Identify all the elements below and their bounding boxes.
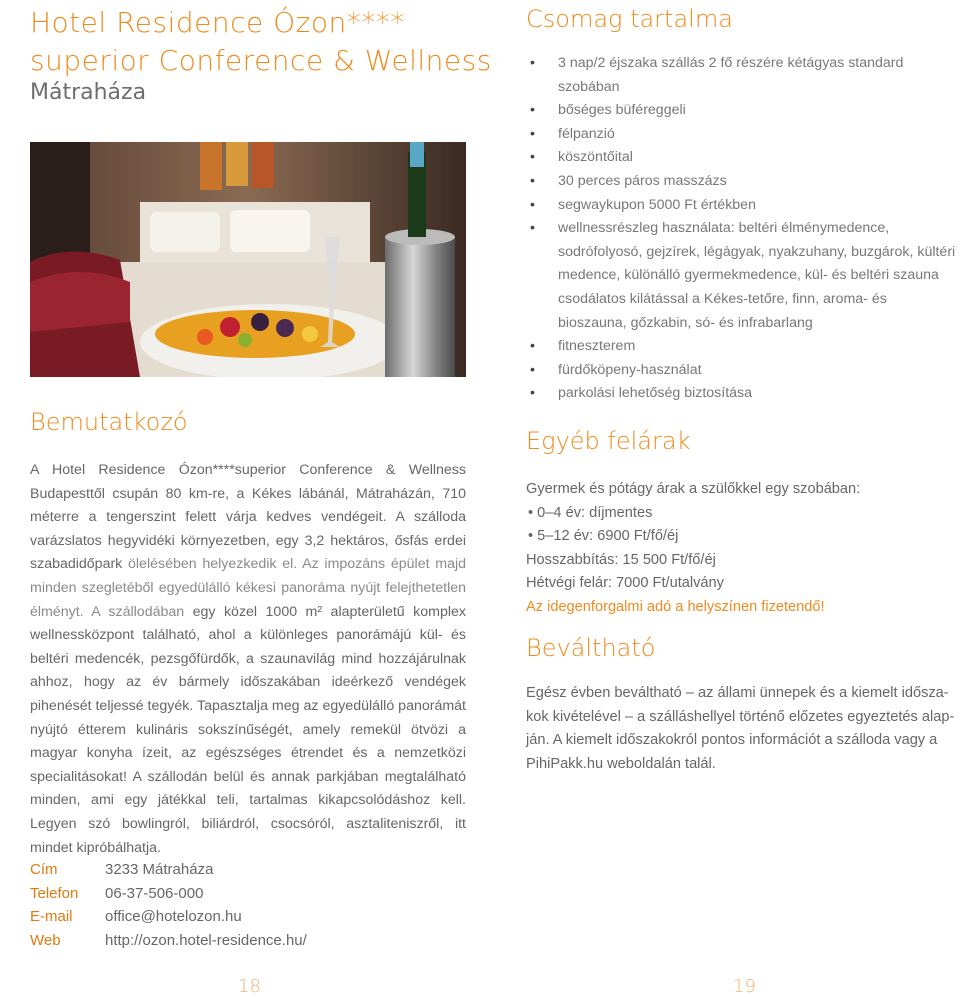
list-item-text: 30 perces páros masszázs bbox=[558, 172, 727, 189]
extra-block bbox=[526, 478, 956, 620]
extra-line: Hétvégi felár: 7000 Ft/utalvány bbox=[526, 575, 724, 592]
contact-value: http://ozon.hotel-residence.hu/ bbox=[105, 931, 307, 949]
intro-line: szaunavilág mind hozzájárulnak ahhoz, hogy az év bármely időszakában bbox=[30, 650, 466, 691]
valid-line: ján. A kiemelt időszakokról pontos információt a szálloda vagy a bbox=[526, 732, 938, 749]
intro-line: hegyvidéki környezetben, egy 3,2 hektáros, ősfás erdei szabadidőpark bbox=[30, 532, 466, 573]
extra-bullet-text: 5–12 év: 6900 Ft/fő/éj bbox=[537, 528, 679, 545]
intro-line: egy közel 1000 m² alapterületű komplex wellnessközpont található, ahol bbox=[30, 603, 466, 644]
list-item: • félpanzió bbox=[530, 125, 615, 142]
intro-line: Budapesttől csupán 80 km-re, a Kékes lábánál, Mátraházán, 710 bbox=[30, 485, 466, 502]
list-item: • wellnessrészleg használata: beltéri élménymedence, sodrófolyosó, gejzírek, légágyak, nyakzuhany, buzgárok, kültéri medence, különálló gyermekmedence, kül- és beltéri szauna csodálatos kilátással a Kékes-tetőre, finn, aroma- és bioszauna, gőzkabin, só- és infrabarlang bbox=[530, 220, 956, 331]
list-item: • segwaykupon 5000 Ft értékben bbox=[530, 196, 756, 213]
list-item-text: félpanzió bbox=[558, 125, 615, 142]
contact-row-email bbox=[30, 905, 307, 929]
intro-text bbox=[30, 459, 466, 860]
contact-value: 3233 Mátraháza bbox=[105, 861, 214, 878]
valid-heading: Beváltható bbox=[526, 634, 656, 662]
intro-paragraph bbox=[30, 459, 466, 860]
list-item-text: 3 nap/2 éjszaka szállás 2 fő részére kétágyas standard szobában bbox=[558, 55, 904, 95]
intro-line: ideérkező vendégek pihenését teljessé tegyék. Tapasztalja meg az bbox=[30, 674, 466, 714]
intro-line: egyedülálló panorámát nyújtó étterem kulináris sokszínűségét, amely bbox=[30, 697, 467, 738]
intro-line: remekül ötvözi a magyar konyha ízeit, az egészséges étrendet és a bbox=[30, 721, 466, 762]
hotel-title bbox=[30, 4, 492, 80]
list-item: • fürdőköpeny-használat bbox=[530, 361, 702, 378]
list-item-text: fitneszterem bbox=[558, 338, 636, 355]
list-item-text: bőséges büféreggeli bbox=[558, 102, 686, 119]
intro-line: a különleges panorámájú kül- és beltéri medencék, pezsgőfürdők, a bbox=[30, 627, 466, 667]
intro-line: ölelésében helyezkedik el. Az impozáns épület majd minden szegletéből bbox=[30, 556, 466, 596]
intro-line: megtalálható minden, ami egy játékkal teli, tartalmas kikapcsolódáshoz bbox=[30, 768, 466, 809]
extra-line: Hosszabbítás: 15 500 Ft/fő/éj bbox=[526, 551, 716, 568]
extra-heading: Egyéb felárak bbox=[526, 427, 691, 455]
list-item-text: wellnessrészleg használata: beltéri élménymedence, sodrófolyosó, gejzírek, légágyak, nyakzuhany, buzgárok, kültéri medence, különálló gyermekmedence, kül- és beltéri szauna csodálatos kilátással a Kékes-tetőre, finn, aroma- és bioszauna, gőzkabin, só- és infrabarlang bbox=[558, 220, 956, 331]
extra-note: Az idegenforgalmi adó a helyszínen fizetendő! bbox=[526, 598, 825, 615]
list-item: • bőséges büféreggeli bbox=[530, 102, 686, 119]
list-item: • 30 perces páros masszázs bbox=[530, 172, 727, 189]
contact-label: E-mail bbox=[30, 908, 73, 925]
hotel-title-line: Hotel Residence Ózon**** bbox=[30, 6, 405, 39]
extra-intro: Gyermek és pótágy árak a szülőkkel egy szobában: bbox=[526, 481, 861, 497]
list-item-text: segwaykupon 5000 Ft értékben bbox=[558, 196, 756, 213]
contact-row-phone bbox=[30, 882, 307, 906]
contact-row-address bbox=[30, 858, 307, 882]
list-item-text: fürdőköpeny-használat bbox=[558, 361, 702, 378]
hotel-room-illustration bbox=[30, 142, 466, 377]
intro-line: A Hotel Residence Ózon****superior Conference & Wellness bbox=[30, 462, 466, 478]
contact-row-web bbox=[30, 929, 307, 953]
intro-line: kell. Legyen szó bowlingról, biliárdról, csocsóról, asztaliteniszről, itt mindet bbox=[30, 792, 466, 856]
contact-label: Web bbox=[30, 931, 61, 949]
valid-line: PihiPakk.hu weboldalán talál. bbox=[526, 755, 716, 772]
page-number-left: 18 bbox=[238, 976, 261, 997]
intro-line: méterre a tengerszint felett várja kedves vendégeit. A szálloda varázslatos bbox=[30, 509, 466, 549]
contact-label: Telefon bbox=[30, 884, 79, 902]
contact-block bbox=[30, 858, 307, 952]
extra-bullet-text: 0–4 év: díjmentes bbox=[537, 504, 653, 521]
contact-label: Cím bbox=[30, 861, 58, 878]
intro-heading: Bemutatkozó bbox=[30, 408, 188, 436]
list-item: • köszöntőital bbox=[530, 149, 633, 166]
hotel-room-photo bbox=[30, 142, 466, 377]
intro-line: egyedülálló kékesi panoráma nyújt felejthetetlen élményt. A szállodában bbox=[30, 579, 467, 620]
hotel-location: Mátraháza bbox=[30, 80, 147, 105]
list-item-text: parkolási lehetőség biztosítása bbox=[558, 385, 753, 402]
hotel-title-line: superior Conference & Wellness bbox=[30, 44, 492, 77]
list-item: • 3 nap/2 éjszaka szállás 2 fő részére kétágyas standard szobában bbox=[530, 55, 904, 95]
intro-line: nemzetközi specialitásokat! A szállodán belül és annak parkjában bbox=[30, 745, 466, 785]
extra-bullet: • 5–12 év: 6900 Ft/fő/éj bbox=[528, 528, 679, 545]
contact-value: office@hotelozon.hu bbox=[105, 908, 242, 925]
extra-bullet: • 0–4 év: díjmentes bbox=[528, 504, 653, 521]
valid-line: kok kivételével – a szálláshellyel történő előzetes egyeztetés alap- bbox=[526, 708, 955, 725]
list-item-text: köszöntőital bbox=[558, 149, 633, 166]
contact-value: 06-37-506-000 bbox=[105, 884, 204, 902]
package-heading: Csomag tartalma bbox=[526, 5, 733, 33]
valid-line: Egész évben beváltható – az állami ünnepek és a kiemelt idősza- bbox=[526, 685, 949, 701]
package-list bbox=[526, 52, 956, 406]
list-item: • fitneszterem bbox=[530, 338, 636, 355]
intro-line: kipróbálhatja. bbox=[76, 839, 161, 856]
valid-text bbox=[526, 682, 960, 776]
list-item: • parkolási lehetőség biztosítása bbox=[530, 385, 753, 402]
page-number-right: 19 bbox=[733, 976, 756, 997]
